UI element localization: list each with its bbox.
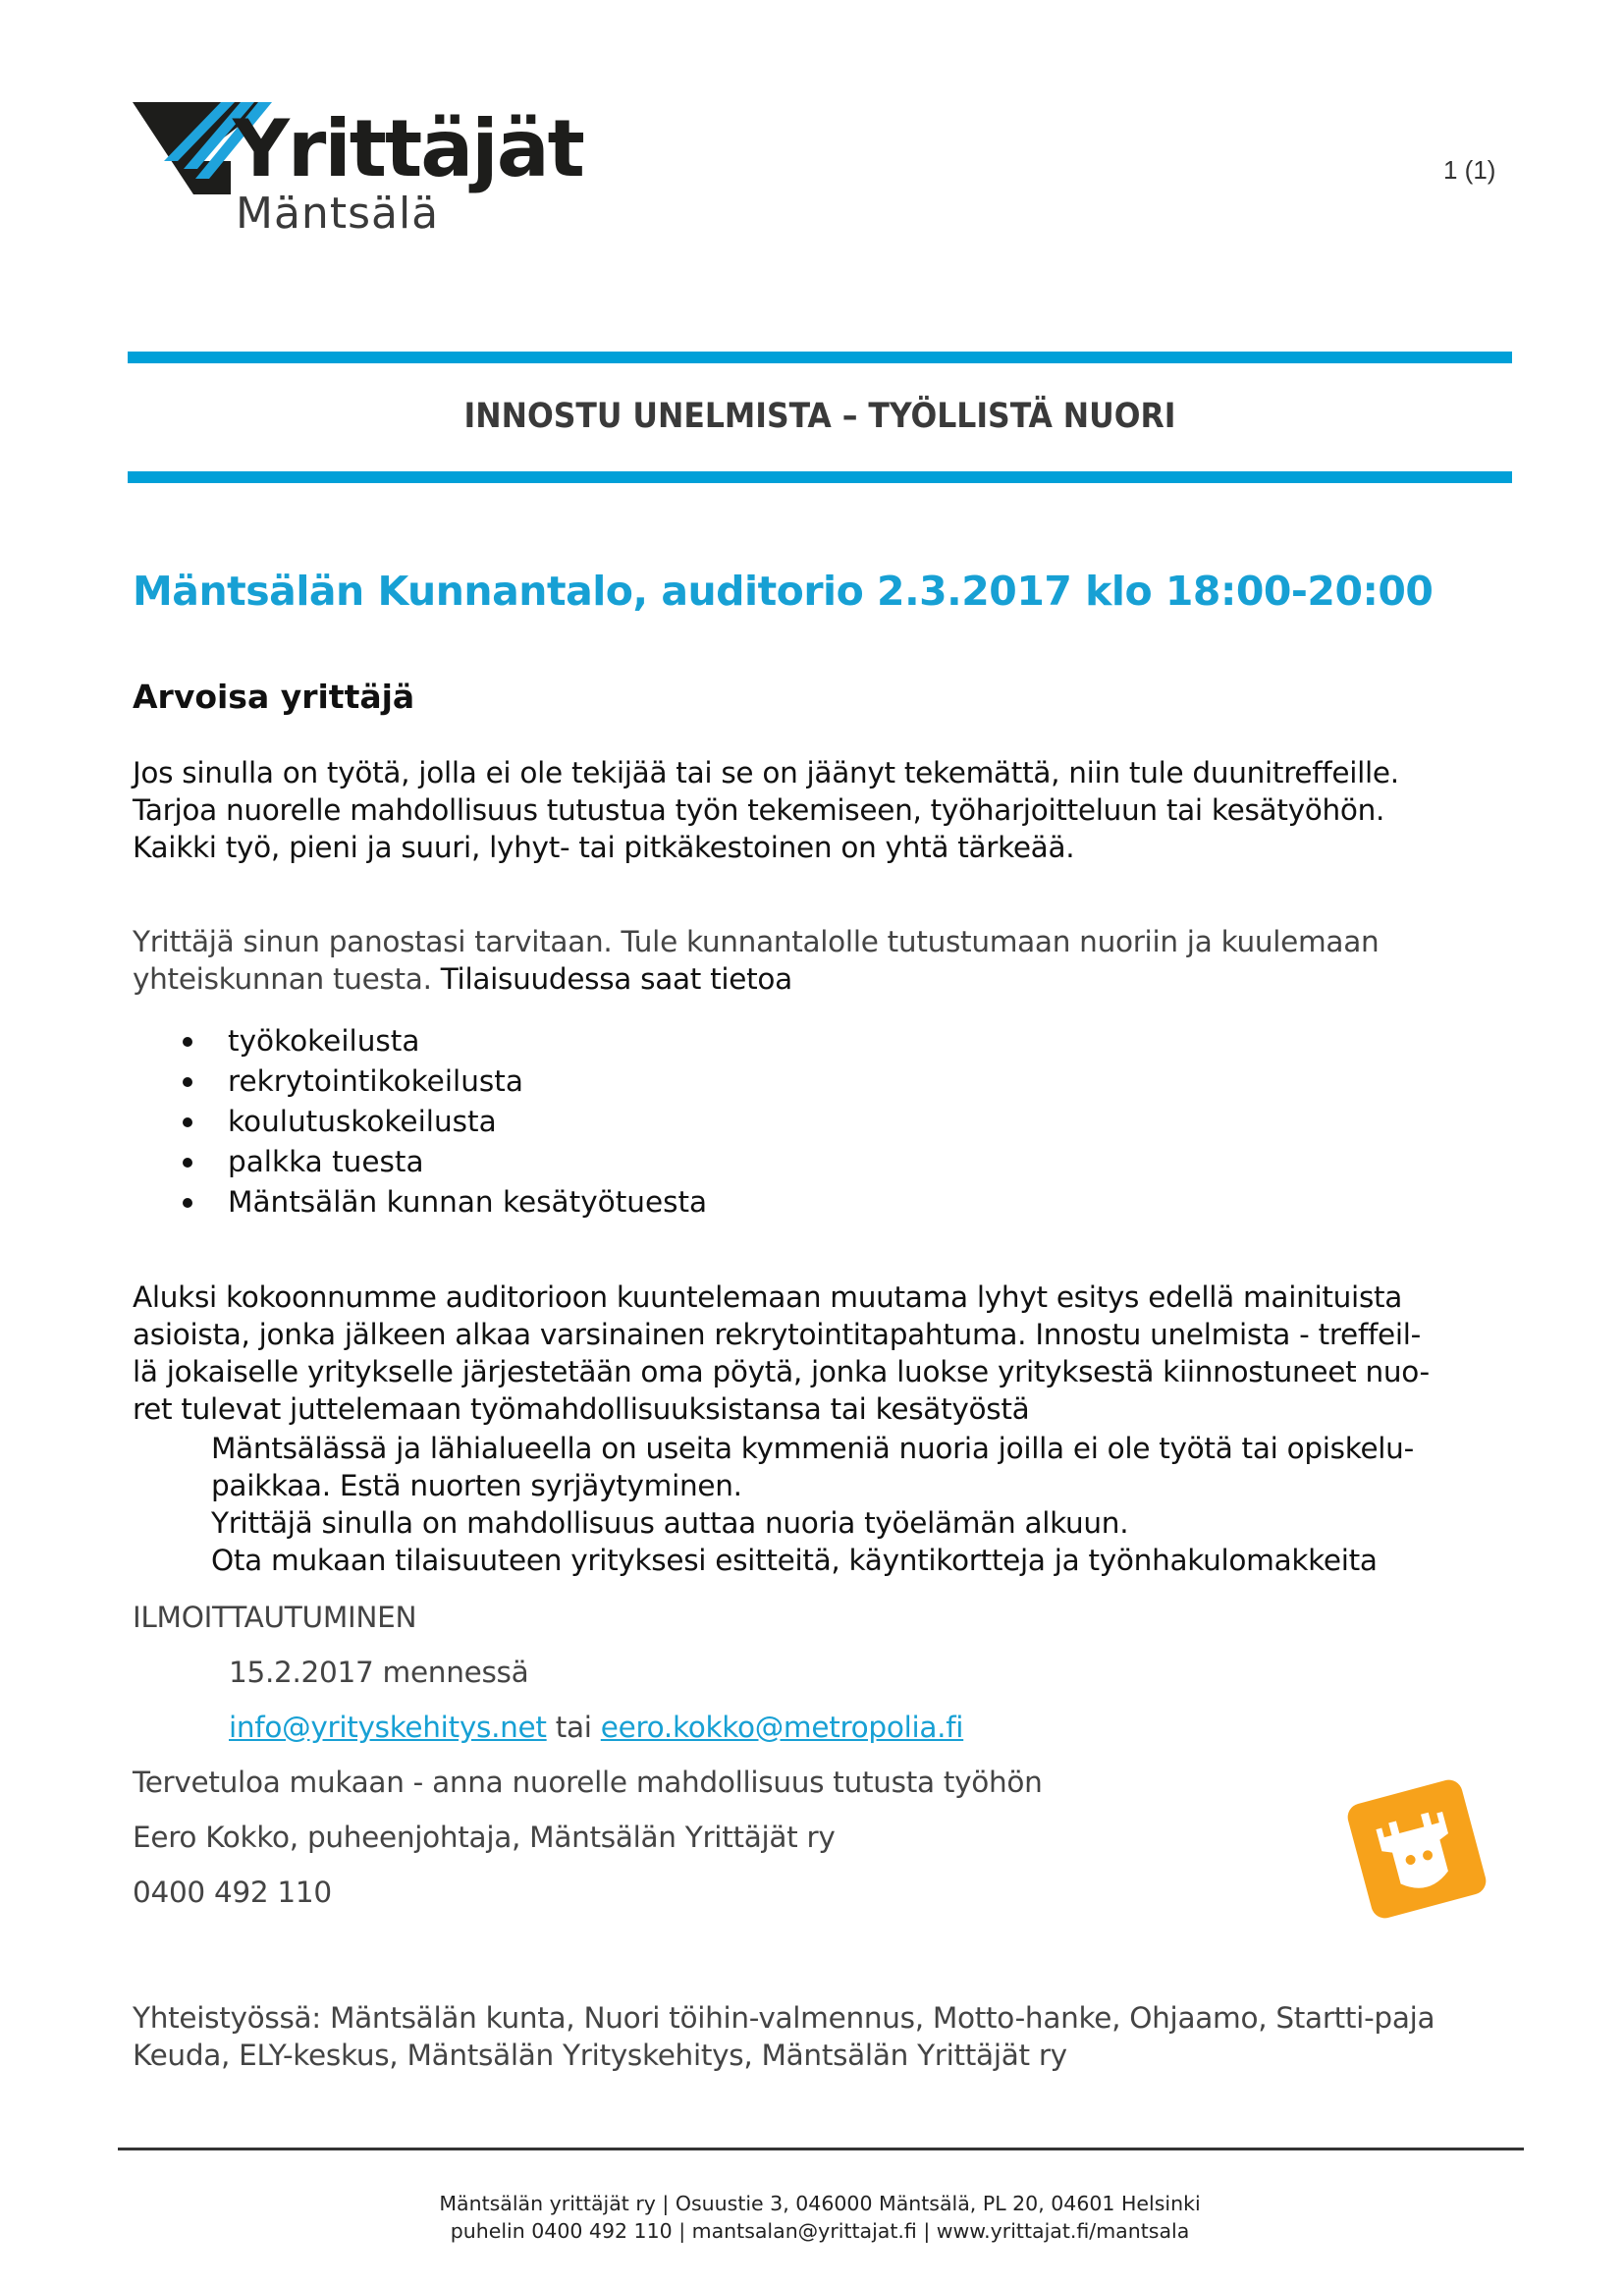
registration-deadline: 15.2.2017 mennessä xyxy=(229,1656,529,1689)
partners-paragraph xyxy=(133,1999,1527,2074)
call-line-dark: Tilaisuudessa saat tietoa xyxy=(431,962,792,996)
logo-subtitle: Mäntsälä xyxy=(236,189,440,239)
bullet-icon xyxy=(183,1198,192,1208)
notes-block xyxy=(211,1430,1546,1579)
bullet-icon xyxy=(183,1077,192,1087)
signature-line: Eero Kokko, puheenjohtaja, Mäntsälän Yrittäjät ry xyxy=(133,1821,836,1854)
call-paragraph xyxy=(133,923,1527,998)
list-item: työkokeilusta xyxy=(177,1021,707,1061)
note-line: Yrittäjä sinulla on mahdollisuus auttaa nuoria työelämän alkuun. xyxy=(211,1506,1129,1540)
call-line: Yrittäjä sinun panostasi tarvitaan. Tule kunnantalolle tutustumaan nuoriin ja kuulemaan xyxy=(133,925,1380,958)
bullet-icon xyxy=(183,1037,192,1047)
list-item: rekrytointikokeilusta xyxy=(177,1061,707,1102)
note-line: paikkaa. Estä nuorten syrjäytyminen. xyxy=(211,1469,742,1502)
list-item: Mäntsälän kunnan kesätyötuesta xyxy=(177,1182,707,1223)
call-line-grey: yhteiskunnan tuesta. xyxy=(133,962,432,996)
greeting-heading: Arvoisa yrittäjä xyxy=(133,678,415,716)
list-item: palkka tuesta xyxy=(177,1142,707,1182)
welcome-line: Tervetuloa mukaan - anna nuorelle mahdollisuus tutusta työhön xyxy=(133,1766,1043,1799)
program-line: asioista, jonka jälkeen alkaa varsinainen rekrytointitapahtuma. Innostu unelmista - treffeil- xyxy=(133,1318,1422,1351)
footer-address: Mäntsälän yrittäjät ry | Osuustie 3, 046000 Mäntsälä, PL 20, 04601 Helsinki xyxy=(439,2192,1201,2215)
topic-list xyxy=(177,1021,707,1223)
intro-paragraph xyxy=(133,754,1527,866)
event-location-time: Mäntsälän Kunnantalo, auditorio 2.3.2017 klo 18:00-20:00 xyxy=(133,568,1434,615)
footer-contact: puhelin 0400 492 110 | mantsalan@yrittajat.fi | www.yrittajat.fi/mantsala xyxy=(450,2219,1190,2243)
program-line: lä jokaiselle yritykselle järjestetään oma pöytä, jonka luokse yrityksestä kiinnostuneet nuo- xyxy=(133,1355,1430,1388)
partners-line: Yhteistyössä: Mäntsälän kunta, Nuori töihin-valmennus, Motto-hanke, Ohjaamo, Startti-paja xyxy=(133,2001,1435,2035)
intro-line: Jos sinulla on työtä, jolla ei ole tekijää tai se on jäänyt tekemättä, niin tule duunitreffeille. xyxy=(133,756,1399,789)
document-title: INNOSTU UNELMISTA – TYÖLLISTÄ NUORI xyxy=(463,397,1176,436)
intro-line: Tarjoa nuorelle mahdollisuus tutustua työn tekemiseen, työharjoitteluun tai kesätyöhön. xyxy=(133,793,1385,827)
note-line: Mäntsälässä ja lähialueella on useita kymmeniä nuoria joilla ei ole työtä tai opiskelu- xyxy=(211,1432,1414,1465)
contact-phone: 0400 492 110 xyxy=(133,1876,332,1909)
program-line: ret tulevat juttelemaan työmahdollisuuksistansa tai kesätyöstä xyxy=(133,1392,1030,1426)
bullet-icon xyxy=(183,1117,192,1127)
registration-heading: ILMOITTAUTUMINEN xyxy=(133,1601,417,1634)
email-link-metropolia[interactable]: eero.kokko@metropolia.fi xyxy=(600,1711,964,1744)
partners-line: Keuda, ELY-keskus, Mäntsälän Yrityskehitys, Mäntsälän Yrittäjät ry xyxy=(133,2039,1067,2072)
banner-top-rule xyxy=(128,352,1512,363)
note-line: Ota mukaan tilaisuuteen yrityksesi esitteitä, käyntikortteja ja työnhakulomakkeita xyxy=(211,1544,1378,1577)
intro-line: Kaikki työ, pieni ja suuri, lyhyt- tai pitkäkestoinen on yhtä tärkeää. xyxy=(133,831,1075,864)
email-separator: tai xyxy=(546,1711,601,1744)
program-line: Aluksi kokoonnumme auditorioon kuuntelemaan muutama lyhyt esitys edellä mainituista xyxy=(133,1280,1403,1314)
page-number: 1 (1) xyxy=(1443,155,1496,185)
list-item: koulutuskokeilusta xyxy=(177,1102,707,1142)
moose-logo-icon xyxy=(1343,1775,1490,1923)
email-link-yrityskehitys[interactable]: info@yrityskehitys.net xyxy=(229,1711,547,1744)
registration-emails xyxy=(229,1709,1623,1746)
footer-divider xyxy=(118,2148,1524,2150)
banner-bottom-rule xyxy=(128,471,1512,483)
bullet-icon xyxy=(183,1158,192,1168)
logo-wordmark: Yrittäjät xyxy=(233,103,583,194)
program-paragraph xyxy=(133,1279,1527,1428)
